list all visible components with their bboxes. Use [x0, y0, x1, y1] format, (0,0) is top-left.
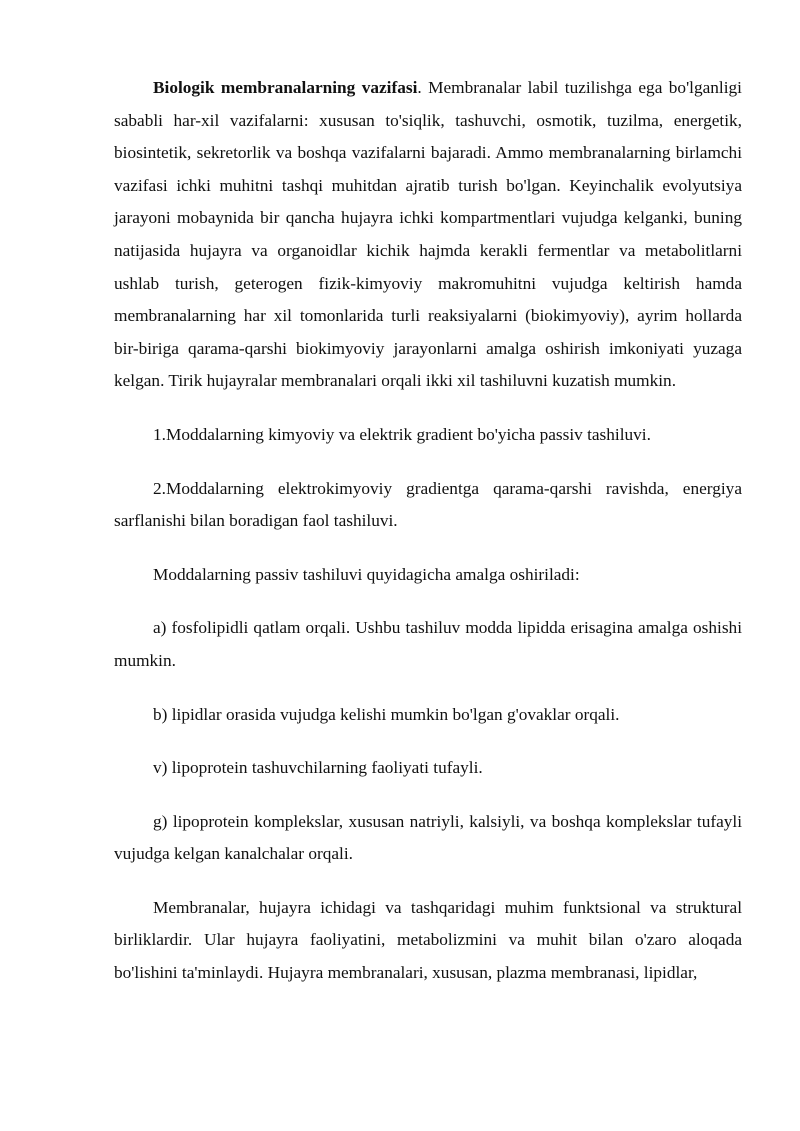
- paragraph-text: . Membranalar labil tuzilishga ega bo'lganligi sababli har-xil vazifalarni: xususan to'siqlik, tashuvchi, osmotik, tuzilma, energetik, biosintetik, sekretorlik va boshqa vazifalarni bajaradi. Ammo membranalarning birlamchi vazifasi ichki muhitni tashqi muhitdan ajratib turish bo'lgan. Keyinchalik evolyutsiya jarayoni mobaynida bir qancha hujayra ichki kompartmentlari vujudga kelganki, buning natijasida hujayra va organoidlar kichik hajmda kerakli fermentlar va metabolitlarni ushlab turish, geterogen fizik-kimyoviy makromuhitni vujudga keltirish hamda membranalarning har xil tomonlarida turli reaksiyalarni (biokimyoviy), ayrim hollarda bir-biriga qarama-qarshi biokimyoviy jarayonlarni amalga oshirish imkoniyati yuzaga kelgan. Tirik hujayralar membranalari orqali ikki xil tashiluvni kuzatish mumkin.: [114, 78, 742, 391]
- paragraph-membranes: Membranalar, hujayra ichidagi va tashqaridagi muhim funktsional va struktural birliklardir. Ular hujayra faoliyatini, metabolizmini va muhit bilan o'zaro aloqada bo'lishini ta'minlaydi. Hujayra membranalari, xususan, plazma membranasi, lipidlar,: [114, 897, 742, 983]
- paragraph-membrane-function: [114, 72, 742, 398]
- list-item-a: a) fosfolipidli qatlam orqali. Ushbu tashiluv modda lipidda erisagina amalga oshishi mumkin.: [114, 618, 742, 670]
- list-item-passive-transport: 1.Moddalarning kimyoviy va elektrik gradient bo'yicha passiv tashiluvi.: [153, 424, 651, 444]
- list-item-b: b) lipidlar orasida vujudga kelishi mumkin bo'lgan g'ovaklar orqali.: [153, 704, 620, 724]
- document-page: [114, 72, 742, 1011]
- list-item-g: g) lipoprotein komplekslar, xususan natriyli, kalsiyli, va boshqa komplekslar tufayli vujudga kelgan kanalchalar orqali.: [114, 811, 742, 864]
- section-heading: Biologik membranalarning vazifasi: [153, 78, 418, 97]
- paragraph-passive-intro: Moddalarning passiv tashiluvi quyidagicha amalga oshiriladi:: [153, 564, 580, 584]
- list-item-v: v) lipoprotein tashuvchilarning faoliyati tufayli.: [153, 758, 483, 778]
- list-item-active-transport: 2.Moddalarning elektrokimyoviy gradientga qarama-qarshi ravishda, energiya sarflanishi bilan boradigan faol tashiluvi.: [114, 478, 742, 531]
